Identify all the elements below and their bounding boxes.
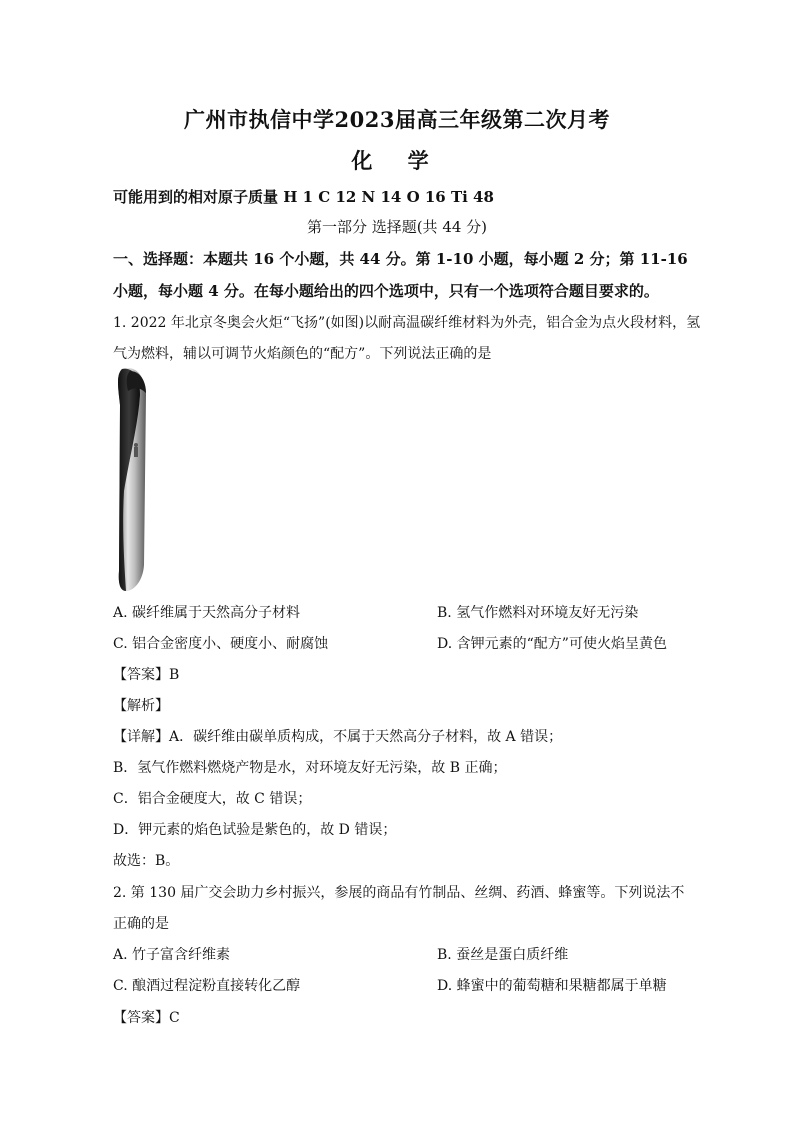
q1-detail-line-2: B．氢气作燃料燃烧产物是水，对环境友好无污染，故 B 正确； xyxy=(113,760,507,776)
q1-option-c: C. 铝合金密度小、硬度小、耐腐蚀 xyxy=(113,636,329,652)
q1-analysis-label: 【解析】 xyxy=(113,698,169,714)
q1-option-d: D. 含钾元素的“配方”可使火焰呈黄色 xyxy=(437,636,667,652)
q2-option-d: D. 蜂蜜中的葡萄糖和果糖都属于单糖 xyxy=(437,978,667,994)
section-instructions-line-2: 小题，每小题 4 分。在每小题给出的四个选项中，只有一个选项符合题目要求的。 xyxy=(113,282,659,300)
torch-illustration xyxy=(110,365,170,595)
q1-option-a: A. 碳纤维属于天然高分子材料 xyxy=(113,605,301,621)
q1-answer: 【答案】B xyxy=(113,667,180,683)
q1-stem-line-2: 气为燃料，辅以可调节火焰颜色的“配方”。下列说法正确的是 xyxy=(113,346,492,362)
q2-option-c: C. 酿酒过程淀粉直接转化乙醇 xyxy=(113,978,301,994)
exam-title: 广州市执信中学2023届高三年级第二次月考 xyxy=(184,107,610,132)
q1-stem-line-1: 1. 2022 年北京冬奥会火炬“飞扬”(如图)以耐高温碳纤维材料为外壳，铝合金为点火段材料，氢 xyxy=(113,315,701,331)
q1-detail-line-3: C．铝合金硬度大，故 C 错误； xyxy=(113,791,312,807)
q2-option-b: B. 蚕丝是蛋白质纤维 xyxy=(437,947,569,963)
q2-option-a: A. 竹子富含纤维素 xyxy=(113,947,231,963)
q2-answer: 【答案】C xyxy=(113,1010,180,1026)
section-instructions-line-1: 一、选择题：本题共 16 个小题，共 44 分。第 1-10 小题，每小题 2 分；第 11-16 xyxy=(113,250,688,268)
atomic-masses-line: 可能用到的相对原子质量 H 1 C 12 N 14 O 16 Ti 48 xyxy=(113,188,494,206)
q2-stem-line-1: 2. 第 130 届广交会助力乡村振兴，参展的商品有竹制品、丝绸、药酒、蜂蜜等。下列说法不 xyxy=(113,885,685,901)
q1-detail-line-4: D．钾元素的焰色试验是紫色的，故 D 错误； xyxy=(113,822,397,838)
q2-stem-line-2: 正确的是 xyxy=(113,916,169,932)
torch-image xyxy=(110,365,170,595)
q1-option-b: B. 氢气作燃料对环境友好无污染 xyxy=(437,605,639,621)
q1-detail-line-1: 【详解】A．碳纤维由碳单质构成，不属于天然高分子材料，故 A 错误； xyxy=(113,729,563,745)
part-heading: 第一部分 选择题(共 44 分) xyxy=(306,218,488,236)
q1-detail-line-5: 故选：B。 xyxy=(113,853,180,869)
subject-title: 化 学 xyxy=(351,148,443,173)
